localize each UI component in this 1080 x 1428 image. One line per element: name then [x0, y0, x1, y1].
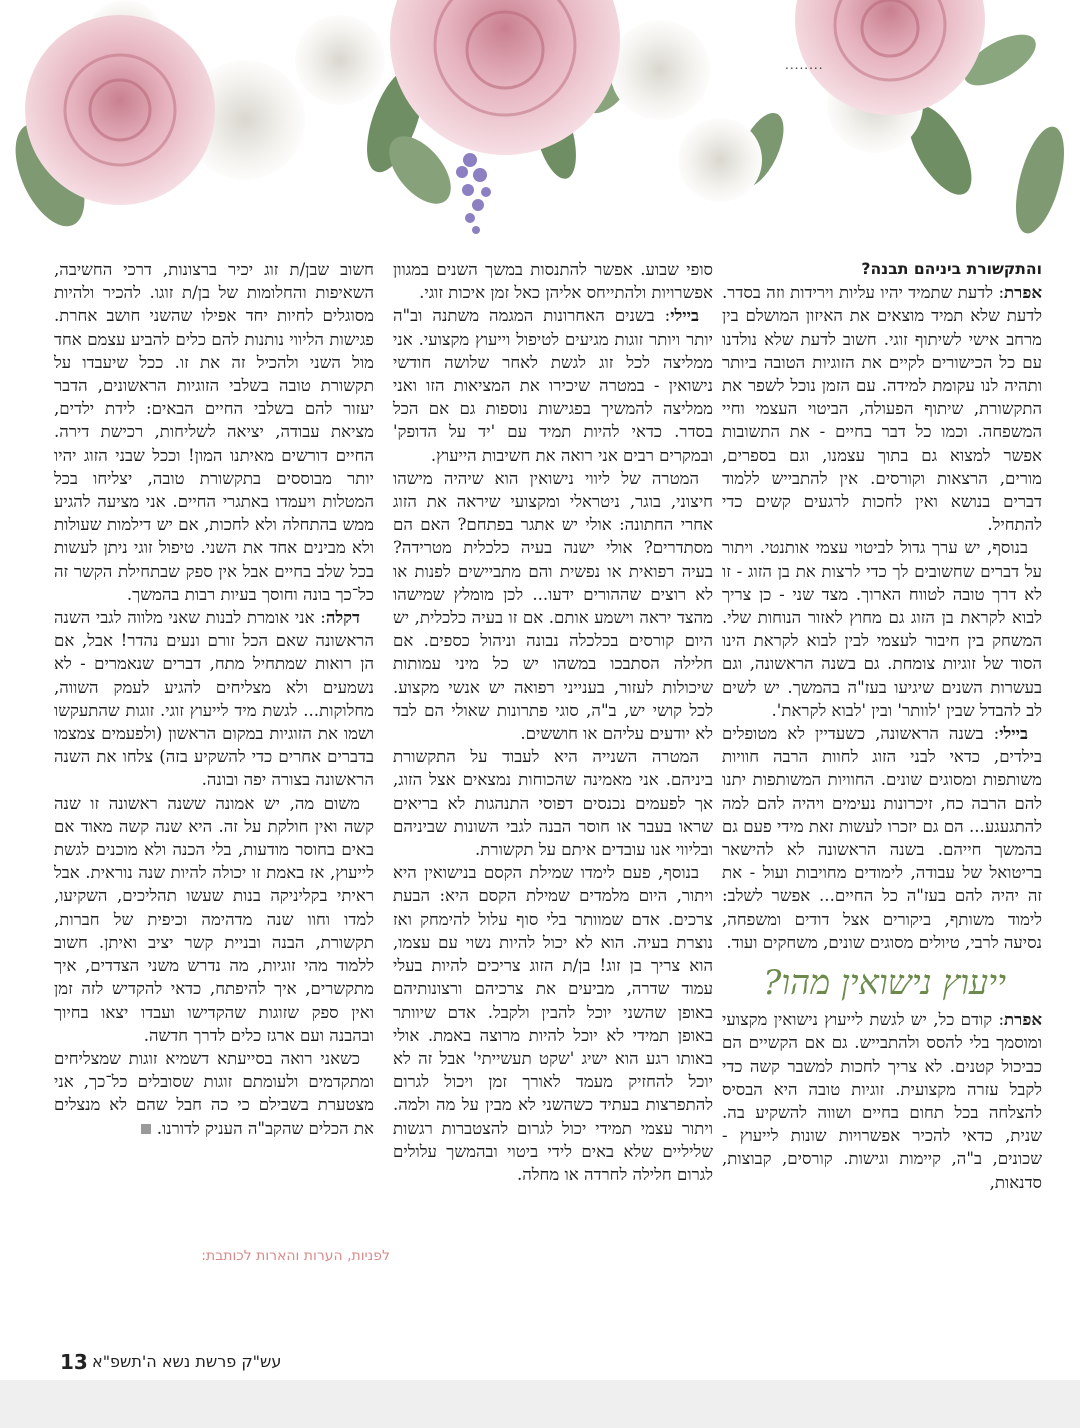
paragraph [54, 606, 374, 792]
column-left [54, 258, 374, 1140]
paragraph: בנוסף, יש ערך גדול לביטוי עצמי אותנטי. ויתור על דברים שחשובים לך כדי לרצות את בן הזוג - זו לא דרך טובה לטווח הארוך. מצד שני - כן צריך לבוא לקראת בן הזוג גם מחוץ לאזור הנוחות שלי. המשחק בין חיבור לעצמי לבין לבוא לקראת הינו הסוד של זוגיות צומחת. גם בשנה הראשונה, וגם בעשרות השנים שיגיעו בעז"ה בהמשך. יש לשים לב להבדל שבין 'לוותר' ובין 'לבוא לקראת'. [722, 538, 1042, 720]
paragraph [722, 1008, 1042, 1194]
paragraph-text: : בשנה הראשונה, כשעדיין לא מטופלים בילדים, כדאי לבני הזוג לחוות הרבה חוויות משותפות ומסוגים שונים. החוויות המשותפות יתנו להם הרבה כח, זיכרונות נעימים ויהיה להם למה להתגעגע... הם גם יזכרו לעשות זאת מידי פעם גם בהמשך חייהם. בשנה הראשונה לא להישאר בריטואל של עבודה, לימודים מחויבות ועול - את זה יהיה להם בעז"ה כל החיים... אפשר לשלב: לימוד משותף, ביקורים אצל דודים ומשפחה, נסיעה לרבי, טיולים מסוגים שונים, משחקים ועוד. [722, 724, 1042, 952]
speaker-name: דקלה [325, 607, 360, 628]
paragraph: סופי שבוע. אפשר להתנסות במשך השנים במגוון אפשרויות ולהתייחס אליהן כאל זמן איכות זוגי. [393, 260, 713, 303]
paragraph [54, 1047, 374, 1140]
paragraph-text: כשאני רואה בסייעתא דשמיא זוגות שמצליחים ומתקדמים ולעומתם זוגות שסובלים כל־כך, אני מצטערת בשבילם כי כה חבל שהם לא מנצלים את הכלים שהקב"ה העניק לדורנו. [54, 1048, 374, 1138]
section-script-title: ייעוץ נישואין מהו? [763, 963, 1006, 1004]
speaker-name: אפרת [1004, 282, 1042, 303]
paragraph: בנוסף, פעם לימדו שמילת הקסם בנישואין היא ויתור, היום מלמדים שמילת הקסם היא: הבעת צרכים. אדם שמוותר בלי סוף עלול להימחק ואז נוצרת בעיה. הוא לא יכול להיות נשוי עם עצמו, הוא צריך בן זוג! בן/ת הזוג צריכים להיות בעלי עמוד שדרה, מביעים את צרכיהם ורצונותיהם באופן שהשני יוכל להבין ולקבל. אדם שיוותר באופן תמידי לא יוכל להיות מרוצה באמת. אולי באותו רגע הוא ישיג 'שקט תעשייתי' אבל זה לא יוכל להחזיק מעמד לאורך זמן ויכול לגרום להתפרצות בעתיד כשהשני לא מבין על מה ולמה. ויתור עצמי תמידי יכול לגרום להצטברות רגשות שליליים שלא באים לידי ביטוי ובהמשך עלולים לגרום חלילה לחרדה או מחלה. [393, 863, 713, 1184]
column-right [722, 258, 1042, 1194]
paragraph [393, 304, 713, 466]
paragraph-text: : אני אומרת לבנות שאני מלווה לגבי השנה הראשונה שאם הכל זורם ונעים נהדר! אבל, אם הן רואות שמתחיל מתח, דברים שנאמרים - לא נשמעים ולא מצליחים להגיע לעמק השווה, מחלוקות... לגשת מיד לייעוץ זוגי. זוגות שהתעקשו ושמו את הזוגיות במקום הראשון (ולפעמים צמצמו בדברים אחרים כדי להשקיע בזה) צלחו את השנה הראשונה בצורה יפה ובונה. [54, 608, 374, 790]
paragraph-text: : לדעת שתמיד יהיו עליות וירידות וזה בסדר. לדעת שלא תמיד מוצאים את האיזון המושלם בין מרחב אישי לשיתוף זוגי. חשוב לדעת שלא נולדנו עם כל הכישורים לקיים את הזוגיות הטובה ביותר ותהיה לנו עקומת למידה. עם הזמן נוכל לשפר את התקשורת, שיתוף הפעולה, הביטוי העצמי וחיי המשפחה. וכמו כל דבר בחיים - את התשובות אפשר למצוא גם בתוך עצמנו, וגם בספרים, מורים, הרצאות וקורסים. אין להתבייש ללמוד דברים בנושא ואין לחכות לרגעים קשים כדי להתחיל. [722, 283, 1042, 535]
paragraph: המטרה של ליווי נישואין הוא שיהיה מישהו חיצוני, בוגר, ניטראלי ומקצועי שיראה את הזוג אחרי החתונה: אולי יש אתגר בפתחם? האם הם מסתדרים? אולי ישנה בעיה כלכלית מטרידה? בעיה רפואית או נפשית והם מתביישים לפנות או לא רוצים שההורים ידעו... לכן מומלץ שמישהו מהצד יראה וישמע אותם. אם זו בעיה כלכלית, יש היום קורסים בכלכלה נבונה וניהול כספים. אם חלילה הסתבכו במשהו יש כל מיני עמותות שיכולות לעזור, בענייני רפואה יש אנשי מקצוע. לכל קושי יש, ב"ה, סוגי פתרונות שאולי הם לבד לא יודעים עליהם או חוששים. [393, 468, 713, 744]
speaker-name: אפרת [1004, 1009, 1042, 1030]
paragraph-text: : בשנים האחרונות המגמה משתנה וב"ה יותר ויותר זוגות מגיעים לטיפול וייעוץ מקצועי. אני ממליצה לכל זוג לגשת לאחר שלושה חודשי נישואין - במטרה שיכירו את המציאות הזו ואני ממליצה להמשיך בפגישות נוספות גם אם הכל בסדר. כדאי להיות תמיד עם 'יד על הדופק' ובמקרים רבים אני רואה את חשיבות הייעוץ. [393, 306, 713, 465]
speaker-name: ביילי [999, 723, 1028, 744]
paragraph: חשוב שבן/ת זוג יכיר ברצונות, דרכי החשיבה, השאיפות והחלומות של בן/ת זוגו. להכיר ולהיות מסוגלים לחיות יחד אפילו שהשני חושב אחרת. פגישות הליווי נותנות להם כלים להביע עצמם אחד מול השני ולהכיל זה את זו. ככל שיעבדו על תקשורת טובה בשלבי הזוגיות הראשונים, הדבר יעזור להם בשלבי החיים הבאים: לידת ילדים, מציאת עבודה, יציאה לשליחות, רכישת דירה. החיים דורשים מאיתנו המון! וככל שבני הזוג יהיו יותר מבוססים בתקשורת טובה, יצליחו בכל המטלות ויעמדו באתגרי החיים. אני מציעה להגיע ממש בהתחלה ולא לחכות, אם יש דילמות שעולות ולא מבינים אחד את השני. טיפול זוגי ניתן לעשות בכל שלב בחיים אבל אין ספק שבתחילת הקשר זה כל־כך בונה וחוסך בעיות רבות בהמשך. [54, 260, 374, 604]
speaker-name: ביילי [670, 305, 699, 326]
paragraph: המטרה השנייה היא לעבוד על התקשורת ביניהם. אני מאמינה שהכוחות נמצאים אצל הזוג, אך לפעמים נכנסים דפוסי התנהגות לא בריאים שראו בעבר או חוסר הבנה לגבי השונות שביניהם ובליווי אנו עובדים איתם על תקשורת. [393, 747, 713, 860]
column-middle [393, 258, 713, 1186]
paragraph-text: : קודם כל, יש לגשת לייעוץ נישואין מקצועי ומוסמך בלי להסס ולהתבייש. גם אם הקשיים הם כביכול קטנים. לא צריך לחכות למשבר קשה כדי לקבל עזרה מקצועית. זוגיות טובה היא הבסיס להצלחה בכל תחום בחיים ושווה להשקיע בה. שנית, כדאי להכיר אפשרויות שונות לייעוץ - שכונים, ב"ה, קיימות וגישות. קורסים, קבוצות, סדנאות, [722, 1010, 1042, 1192]
section-heading: והתקשורת ביניהם תבנה? [861, 260, 1042, 278]
article-columns [0, 258, 1080, 1298]
paragraph [722, 281, 1042, 536]
decorative-dots: ........ [785, 58, 824, 72]
paragraph: משום מה, יש אמונה ששנה ראשונה זו שנה קשה ואין חולקת על זה. היא שנה קשה מאוד אם באים בחוסר מודעות, בלי הכנה ולא מוכנים לגשת לייעוץ, אז באמת זו יכולה להיות שנה נוראית. אבל ראיתי בקליניקה בנות שעשו תהליכים, השקיעו, למדו וחוו שנה מדהימה וכיפית של חברות, תקשורת, הבנה ובניית קשר יציב ואיתן. חשוב ללמוד מהי זוגיות, מה נדרש משני הצדדים, איך מתקשרים, איך להיפתח, כדאי להקדיש לזה זמן ואין ספק שזוגות שהקדישו ועבדו יצאו בחיוך ובהבנה ועם ארגז כלים לדרך חדשה. [54, 793, 374, 1045]
contact-note: לפניות, הערות והארות לכותבת: [201, 1248, 390, 1264]
issue-label: עש"ק פרשת נשא ה'תשפ"א [92, 1352, 282, 1371]
floral-banner-icon [0, 0, 1080, 250]
page-number: 13 [60, 1350, 88, 1374]
paragraph [722, 722, 1042, 954]
end-square-icon [141, 1124, 151, 1134]
viewer-bottom-bar [0, 1380, 1080, 1428]
